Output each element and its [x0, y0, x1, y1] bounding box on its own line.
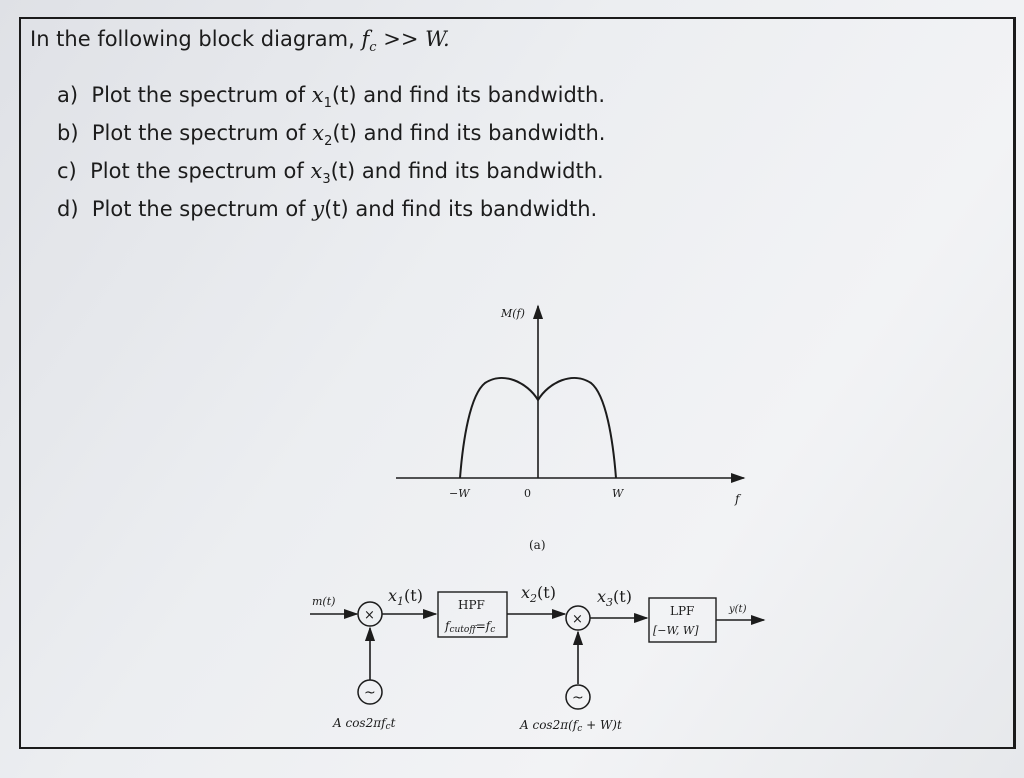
output-label: y(t) — [729, 604, 747, 615]
intro-relation: >> W. — [383, 27, 450, 51]
hpf-cutoff: fcutoff=fc — [445, 619, 496, 635]
question-d: d) Plot the spectrum of y(t) and find its bandwidth. — [57, 197, 598, 221]
mixer-1-symbol: × — [364, 608, 375, 623]
oscillator-2-label: A cos2π(fc + W)t — [520, 718, 622, 734]
spectrum-ylabel: M(f) — [501, 307, 525, 320]
x2-label: $x_2(t)$ — [521, 583, 556, 605]
question-c: c) Plot the spectrum of $x_3(t)$ and find its bandwidth. — [57, 159, 604, 187]
x3-label: $x_3(t)$ — [597, 587, 632, 609]
intro-text: In the following block diagram, — [30, 27, 355, 51]
mixer-2-symbol: × — [572, 612, 583, 627]
intro-fc: $f_c$ — [361, 27, 377, 55]
tick-pos-w: W — [612, 487, 624, 500]
x1-label: $x_1(t)$ — [388, 586, 423, 608]
input-label: m(t) — [312, 595, 336, 608]
oscillator-1-label: A cos2πfct — [333, 716, 396, 732]
spectrum-xlabel: f — [735, 492, 740, 506]
tick-zero: 0 — [524, 487, 531, 500]
lpf-title: LPF — [670, 604, 695, 618]
lpf-range: [−W, W] — [653, 624, 699, 637]
oscillator-1-symbol: ~ — [364, 685, 376, 701]
question-a: a) Plot the spectrum of $x_1(t)$ and find its bandwidth. — [57, 83, 606, 111]
spectrum-caption: (a) — [529, 538, 546, 552]
tick-neg-w: −W — [449, 487, 470, 500]
question-b: b) Plot the spectrum of $x_2(t)$ and find its bandwidth. — [57, 121, 606, 149]
oscillator-2-symbol: ~ — [572, 690, 584, 706]
hpf-title: HPF — [458, 598, 485, 612]
